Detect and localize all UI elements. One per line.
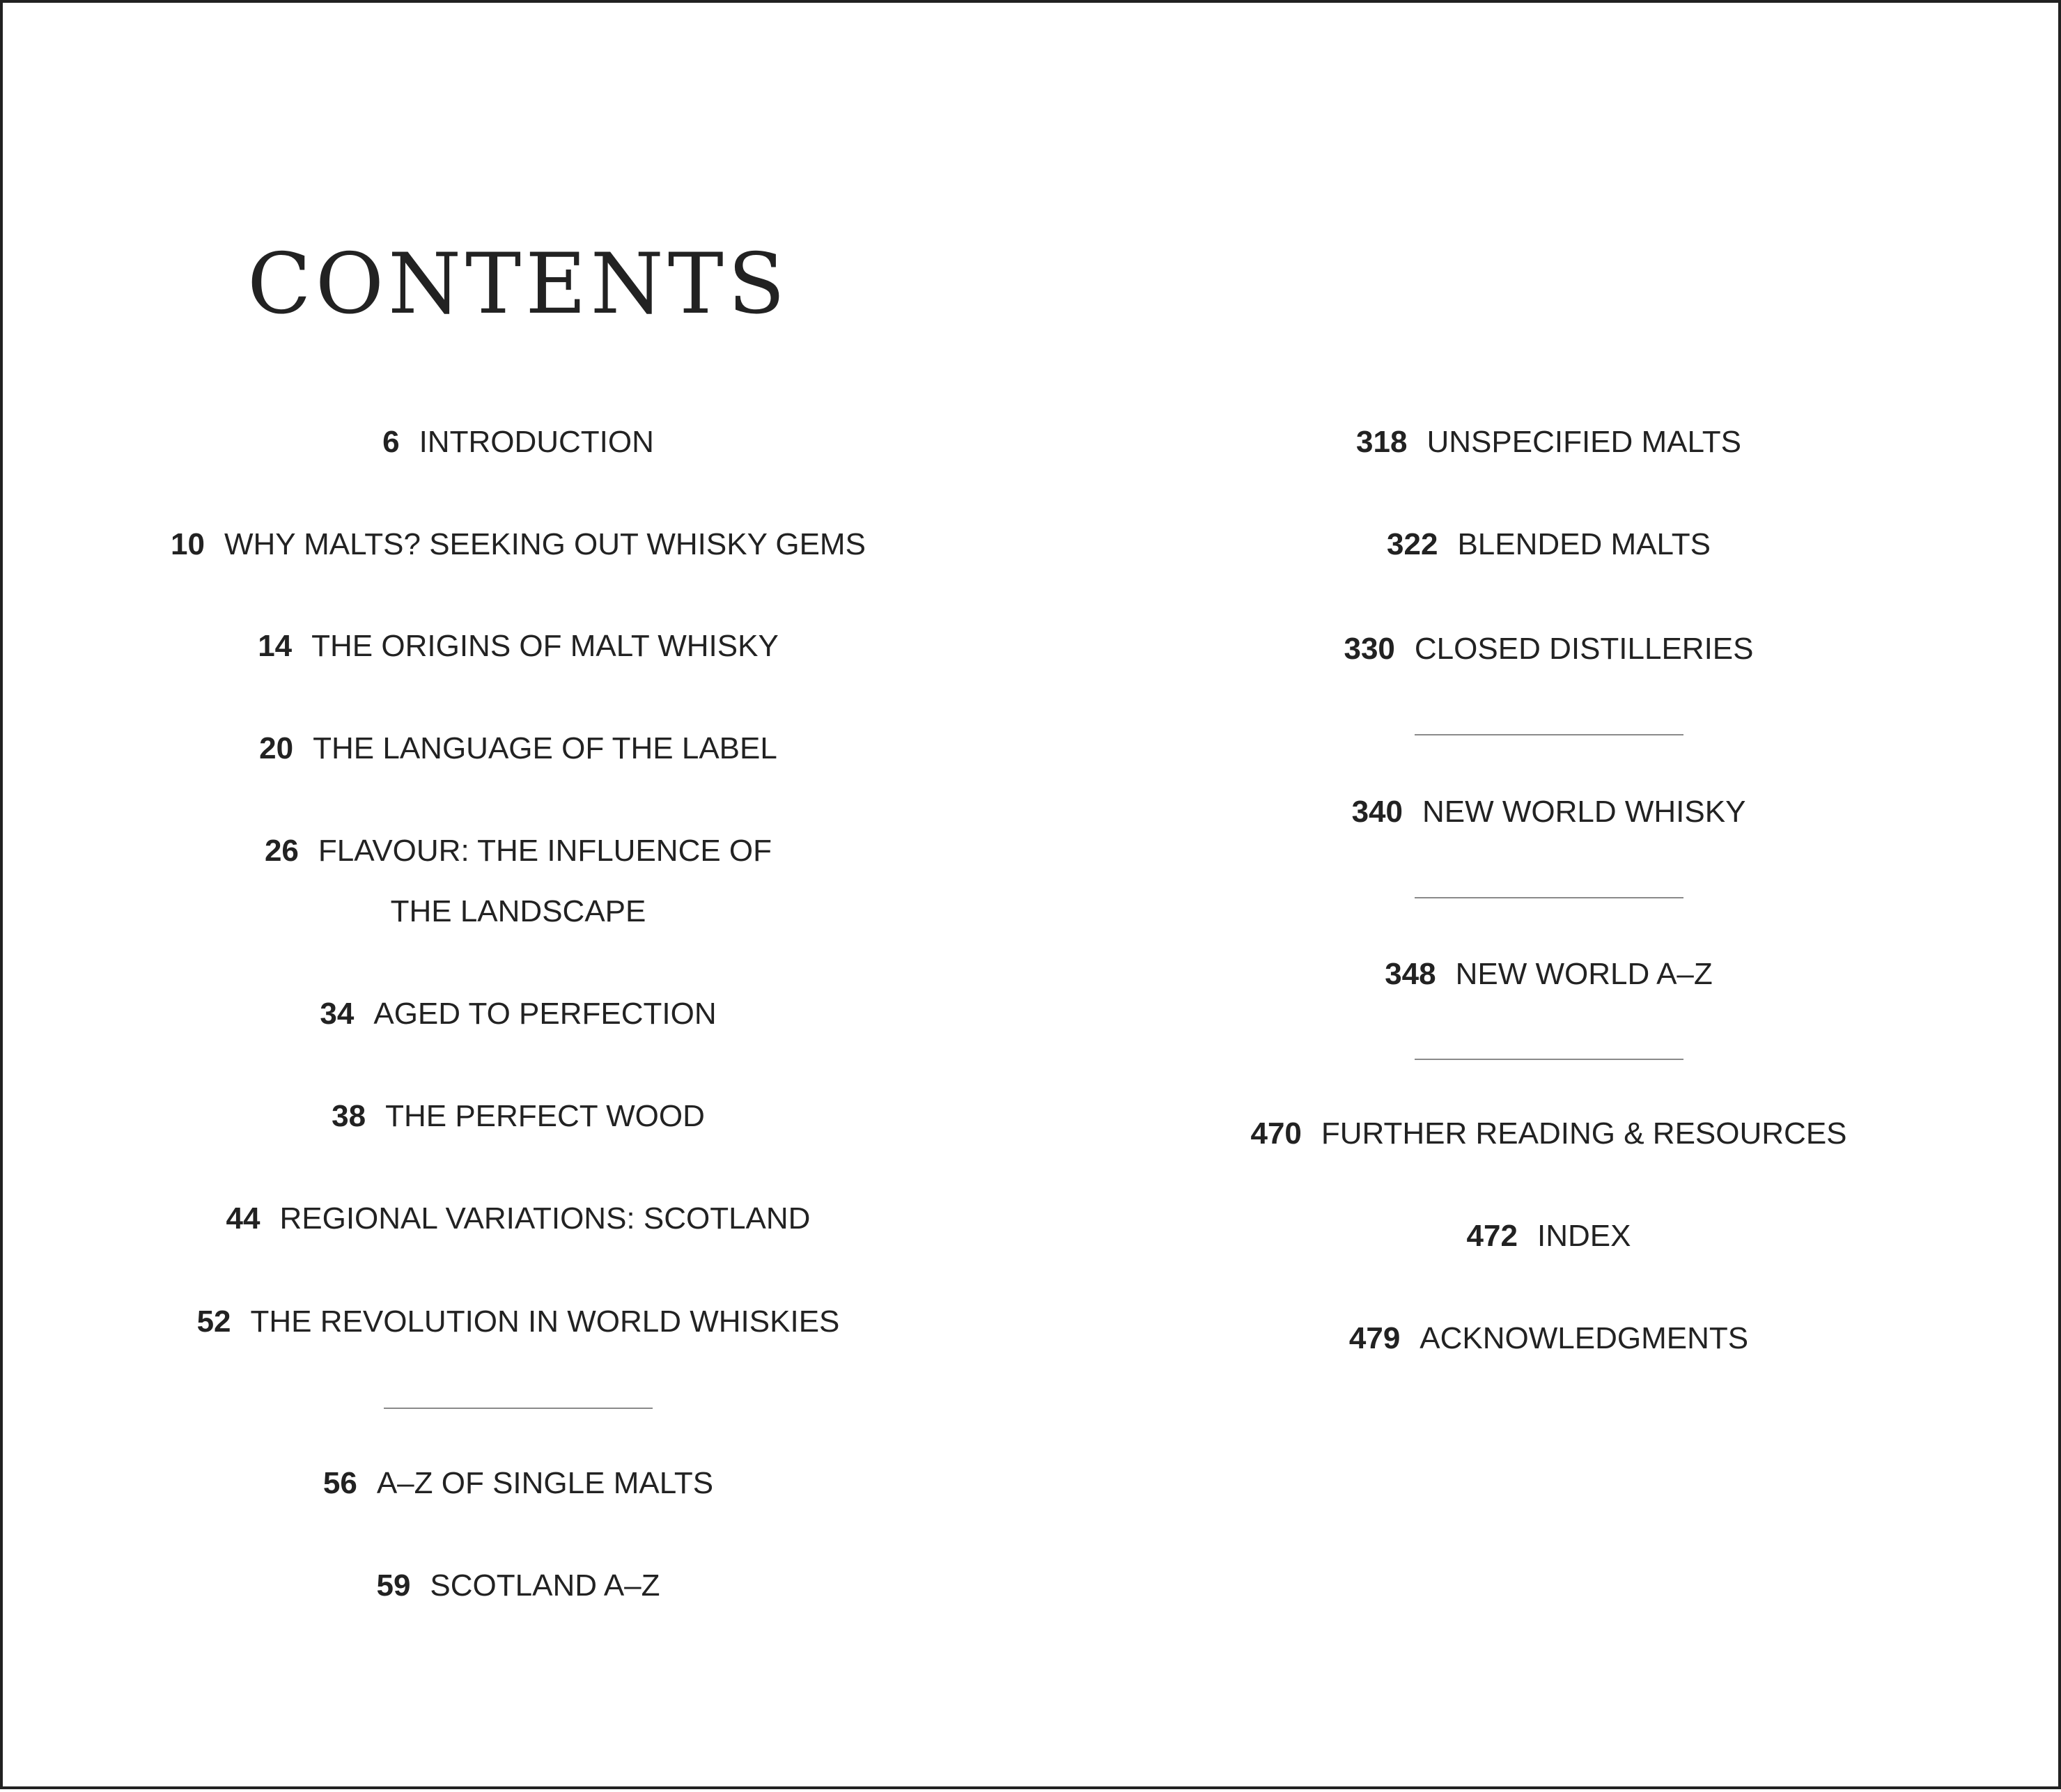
- toc-entry-flavour[interactable]: [3, 820, 1034, 882]
- toc-entry-aged[interactable]: [3, 983, 1034, 1045]
- toc-page-number: 479: [1348, 1321, 1401, 1355]
- toc-page-number: 322: [1387, 527, 1438, 561]
- toc-page-number: 59: [376, 1568, 411, 1603]
- toc-entry-blended-malts[interactable]: [1034, 514, 2061, 575]
- toc-entry-label: THE PERFECT WOOD: [385, 1099, 705, 1133]
- toc-entry-label: BLENDED MALTS: [1457, 527, 1711, 561]
- section-divider: [1415, 897, 1683, 898]
- contents-left-column: [3, 3, 1034, 1792]
- toc-page-number: 348: [1385, 957, 1436, 991]
- toc-page-number: 6: [382, 425, 400, 459]
- toc-entry-label: INDEX: [1537, 1219, 1631, 1253]
- section-divider: [384, 1408, 653, 1409]
- toc-entry-label: FURTHER READING & RESOURCES: [1321, 1116, 1847, 1151]
- toc-entry-label: FLAVOUR: THE INFLUENCE OF: [318, 834, 772, 868]
- toc-entry-label: CLOSED DISTILLERIES: [1414, 632, 1754, 666]
- toc-entry-label-continued: THE LANDSCAPE: [390, 894, 646, 928]
- contents-right-column: [1034, 3, 2061, 1792]
- toc-entry-label: THE ORIGINS OF MALT WHISKY: [311, 629, 779, 663]
- toc-entry-acknowledgments[interactable]: [1034, 1308, 2061, 1369]
- toc-entry-perfect-wood[interactable]: [3, 1086, 1034, 1147]
- toc-entry-further-reading[interactable]: [1034, 1103, 2061, 1164]
- toc-entry-closed-distilleries[interactable]: [1034, 618, 2061, 680]
- toc-entry-label: INTRODUCTION: [419, 425, 654, 459]
- toc-page-number: 34: [320, 997, 355, 1031]
- toc-entry-label: AGED TO PERFECTION: [373, 997, 717, 1031]
- toc-entry-a-z-single-malts[interactable]: [3, 1453, 1034, 1514]
- toc-entry-scotland-a-z[interactable]: [3, 1555, 1034, 1616]
- toc-entry-revolution[interactable]: [3, 1291, 1034, 1353]
- toc-page-number: 38: [332, 1099, 366, 1133]
- toc-entry-label: ACKNOWLEDGMENTS: [1420, 1321, 1749, 1355]
- toc-entry-language-of-label[interactable]: [3, 718, 1034, 779]
- toc-entry-new-world-a-z[interactable]: [1034, 944, 2061, 1005]
- toc-page-number: 472: [1466, 1219, 1518, 1253]
- toc-page-number: 14: [258, 629, 293, 663]
- toc-entry-label: REGIONAL VARIATIONS: SCOTLAND: [279, 1201, 811, 1236]
- toc-page-number: 340: [1351, 795, 1403, 829]
- toc-entry-label: WHY MALTS? SEEKING OUT WHISKY GEMS: [224, 527, 866, 561]
- toc-entry-origins[interactable]: [3, 616, 1034, 677]
- toc-entry-regional-variations[interactable]: [3, 1188, 1034, 1249]
- toc-page-number: 318: [1356, 425, 1408, 459]
- toc-page-number: 10: [171, 527, 205, 561]
- toc-page-number: 26: [264, 834, 299, 868]
- toc-entry-label: THE LANGUAGE OF THE LABEL: [313, 731, 777, 765]
- toc-entry-why-malts[interactable]: [3, 514, 1034, 575]
- toc-entry-index[interactable]: [1034, 1206, 2061, 1267]
- section-divider: [1415, 734, 1683, 735]
- toc-page-number: 52: [196, 1304, 231, 1339]
- toc-entry-label: UNSPECIFIED MALTS: [1426, 425, 1741, 459]
- toc-page-number: 44: [226, 1201, 260, 1236]
- toc-entry-introduction[interactable]: [3, 412, 1034, 473]
- toc-entry-label: SCOTLAND A–Z: [430, 1568, 660, 1603]
- toc-page-number: 330: [1344, 632, 1395, 666]
- toc-page-number: 20: [259, 731, 294, 765]
- toc-page-number: 56: [322, 1466, 357, 1500]
- toc-entry-label: NEW WORLD WHISKY: [1422, 795, 1746, 829]
- toc-page-number: 470: [1250, 1116, 1302, 1151]
- section-divider: [1415, 1059, 1683, 1060]
- toc-entry-label: A–Z OF SINGLE MALTS: [376, 1466, 714, 1500]
- page-title: CONTENTS: [247, 236, 790, 333]
- toc-entry-label: THE REVOLUTION IN WORLD WHISKIES: [250, 1304, 840, 1339]
- toc-entry-new-world-whisky[interactable]: [1034, 781, 2061, 843]
- toc-entry-label: NEW WORLD A–Z: [1455, 957, 1713, 991]
- toc-entry-flavour-line2[interactable]: [3, 881, 1034, 942]
- toc-entry-unspecified-malts[interactable]: [1034, 412, 2061, 473]
